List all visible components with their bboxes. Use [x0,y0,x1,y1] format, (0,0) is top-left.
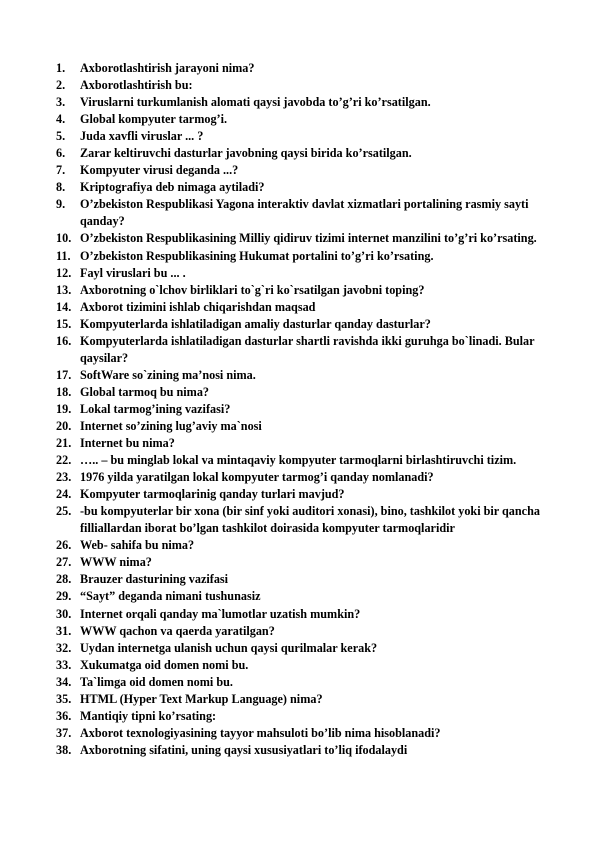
question-number: 22. [56,453,72,468]
question-number: 36. [56,708,72,723]
question-item [56,606,548,623]
question-number: 9. [56,197,66,212]
question-number: 21. [56,436,72,451]
question-text: Ta`limga oid domen nomi bu. [80,674,233,689]
question-text: Kompyuter tarmoqlarinig qanday turlari mavjud? [80,487,345,502]
question-number: 25. [56,504,72,519]
question-item [56,571,548,588]
question-text: Axborot texnologiyasining tayyor mahsuloti bo’lib nima hisoblanadi? [80,725,441,740]
question-item [56,657,548,674]
question-number: 6. [56,146,66,161]
question-text: O’zbekiston Respublikasi Yagona interaktiv davlat xizmatlari portalining rasmiy sayti qanday? [80,197,529,229]
question-item [56,265,548,282]
question-item [56,691,548,708]
question-text: 1976 yilda yaratilgan lokal kompyuter tarmog’i qanday nomlanadi? [80,470,434,485]
question-number: 14. [56,299,72,314]
question-item [56,486,548,503]
question-text: Lokal tarmog’ining vazifasi? [80,401,231,416]
question-item [56,708,548,725]
question-number: 33. [56,657,72,672]
question-text: WWW qachon va qaerda yaratilgan? [80,623,275,638]
question-number: 15. [56,316,72,331]
question-item [56,128,548,145]
question-item [56,367,548,384]
question-number: 18. [56,384,72,399]
question-text: Axborotlashtirish bu: [80,78,193,93]
question-text: Brauzer dasturining vazifasi [80,572,229,587]
question-number: 29. [56,589,72,604]
question-text: Kriptografiya deb nimaga aytiladi? [80,180,265,195]
question-item [56,145,548,162]
question-text: SoftWare so`zining ma’nosi nima. [80,367,256,382]
question-number: 31. [56,623,72,638]
question-item [56,503,548,537]
question-text: Zarar keltiruvchi dasturlar javobning qaysi birida ko’rsatilgan. [80,146,412,161]
question-item [56,196,548,230]
question-number: 30. [56,606,72,621]
question-number: 5. [56,129,66,144]
question-list [56,60,548,759]
question-number: 7. [56,163,66,178]
question-text: “Sayt” deganda nimani tushunasiz [80,589,261,604]
question-number: 27. [56,555,72,570]
question-text: Kompyuterlarda ishlatiladigan dasturlar shartli ravishda ikki guruhga bo`linadi. Bular qaysilar? [80,333,535,365]
question-text: Uydan internetga ulanish uchun qaysi qurilmalar kerak? [80,640,378,655]
question-item [56,623,548,640]
question-item [56,725,548,742]
question-text: Web- sahifa bu nima? [80,538,195,553]
question-number: 35. [56,691,72,706]
question-item [56,77,548,94]
question-item [56,452,548,469]
question-text: ….. – bu minglab lokal va mintaqaviy kompyuter tarmoqlarni birlashtiruvchi tizim. [80,453,517,468]
question-number: 16. [56,333,72,348]
question-text: Axborotlashtirish jarayoni nima? [80,61,255,75]
question-item [56,162,548,179]
question-item [56,588,548,605]
question-number: 13. [56,282,72,297]
question-text: Internet bu nima? [80,436,175,451]
question-number: 28. [56,572,72,587]
question-text: Axborot tizimini ishlab chiqarishdan maqsad [80,299,316,314]
question-text: Mantiqiy tipni ko’rsating: [80,708,217,723]
question-item [56,282,548,299]
question-item [56,401,548,418]
question-number: 37. [56,725,72,740]
question-number: 19. [56,401,72,416]
question-text: Kompyuterlarda ishlatiladigan amaliy dasturlar qanday dasturlar? [80,316,431,331]
question-item [56,742,548,759]
question-number: 4. [56,112,66,127]
question-item [56,418,548,435]
question-number: 34. [56,674,72,689]
question-text: WWW nima? [80,555,152,570]
question-item [56,179,548,196]
question-number: 12. [56,265,72,280]
question-item [56,469,548,486]
question-number: 3. [56,95,66,110]
question-text: Viruslarni turkumlanish alomati qaysi javobda to’g’ri ko’rsatilgan. [80,95,431,110]
question-item [56,674,548,691]
question-number: 32. [56,640,72,655]
question-number: 17. [56,367,72,382]
question-item [56,384,548,401]
question-text: Internet orqali qanday ma`lumotlar uzatish mumkin? [80,606,361,621]
question-item [56,94,548,111]
question-item [56,248,548,265]
question-number: 24. [56,487,72,502]
question-number: 10. [56,231,72,246]
question-item [56,60,548,77]
question-number: 11. [56,248,71,263]
question-number: 38. [56,742,72,757]
question-item [56,333,548,367]
question-item [56,316,548,333]
question-number: 1. [56,61,66,75]
question-number: 8. [56,180,66,195]
question-text: Global tarmoq bu nima? [80,384,210,399]
question-text: Xukumatga oid domen nomi bu. [80,657,249,672]
question-item [56,299,548,316]
question-text: O’zbekiston Respublikasining Milliy qidiruv tizimi internet manzilini to’g’ri ko’rsating. [80,231,537,246]
question-text: Axborotning o`lchov birliklari to`g`ri ko`rsatilgan javobni toping? [80,282,425,297]
question-number: 23. [56,470,72,485]
question-text: Juda xavfli viruslar ... ? [80,129,204,144]
question-item [56,537,548,554]
question-number: 26. [56,538,72,553]
question-number: 2. [56,78,66,93]
question-text: HTML (Hyper Text Markup Language) nima? [80,691,323,706]
question-text: Global kompyuter tarmog’i. [80,112,228,127]
question-item [56,554,548,571]
question-item [56,435,548,452]
question-number: 20. [56,418,72,433]
question-item [56,640,548,657]
question-text: Kompyuter virusi deganda ...? [80,163,239,178]
question-text: Internet so’zining lug’aviy ma`nosi [80,418,262,433]
question-text: Fayl viruslari bu ... . [80,265,186,280]
question-item [56,230,548,247]
question-text: Axborotning sifatini, uning qaysi xususiyatlari to’liq ifodalaydi [80,742,408,757]
question-item [56,111,548,128]
question-text: -bu kompyuterlar bir xona (bir sinf yoki auditori xonasi), bino, tashkilot yoki bir qancha filliallardan iborat bo’lgan tashkilot doirasida kompyuter tarmoqlaridir [80,504,540,536]
question-text: O’zbekiston Respublikasining Hukumat portalini to’g’ri ko’rsating. [80,248,434,263]
